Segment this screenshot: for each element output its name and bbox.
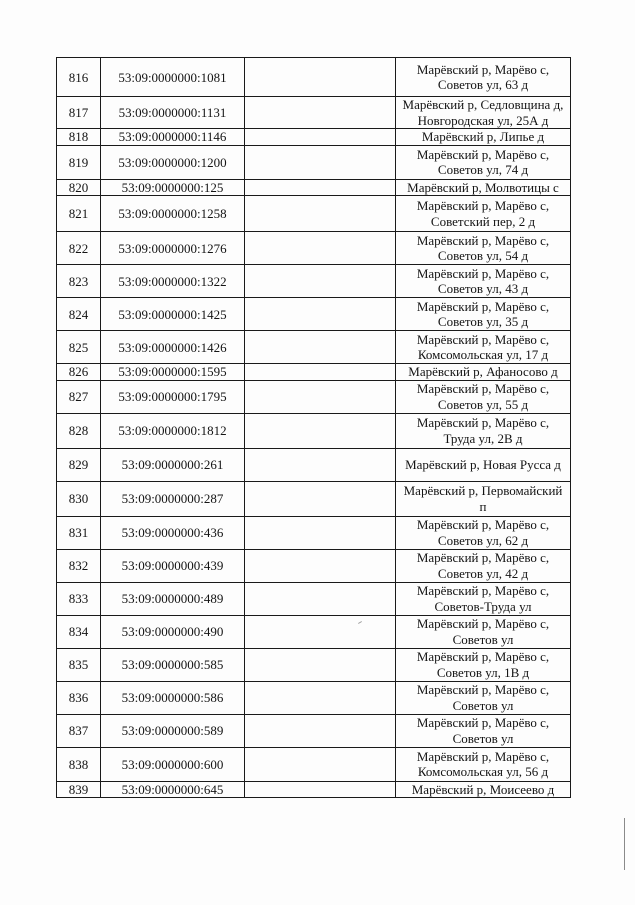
table-body (57, 58, 571, 798)
address-cell (396, 582, 571, 615)
address-cell (396, 58, 571, 97)
table-row (57, 481, 571, 516)
table-row (57, 129, 571, 146)
empty-cell (245, 448, 396, 481)
address-cell (396, 97, 571, 129)
cadastral-number: 53:09:0000000:1795 (101, 380, 245, 413)
empty-cell (245, 331, 396, 364)
address-cell (396, 298, 571, 331)
empty-cell (245, 714, 396, 747)
table-row (57, 145, 571, 179)
address-line: Марёвский р, Марёво с, (416, 232, 550, 248)
address-line: Советов ул, 1В д (436, 664, 530, 680)
empty-cell (245, 549, 396, 582)
cadastral-number: 53:09:0000000:1146 (101, 129, 245, 146)
row-number: 820 (57, 179, 101, 196)
row-number: 830 (57, 481, 101, 516)
table-row (57, 413, 571, 448)
cadastral-number: 53:09:0000000:1200 (101, 145, 245, 179)
row-number: 827 (57, 380, 101, 413)
address-line: Марёвский р, Марёво с, (416, 331, 550, 347)
address-cell (396, 448, 571, 481)
table-row (57, 516, 571, 549)
address-line: Советов ул, 54 д (437, 248, 529, 263)
row-number: 838 (57, 747, 101, 781)
cadastral-number: 53:09:0000000:1322 (101, 265, 245, 298)
address-cell (396, 196, 571, 232)
row-number: 817 (57, 97, 101, 129)
address-line: Советов ул (452, 631, 514, 647)
address-line: п (479, 498, 487, 514)
address-line: Советов ул, 35 д (437, 314, 529, 329)
cadastral-number: 53:09:0000000:261 (101, 448, 245, 481)
row-number: 828 (57, 413, 101, 448)
cadastral-number: 53:09:0000000:490 (101, 615, 245, 648)
empty-cell (245, 413, 396, 448)
table-row (57, 781, 571, 798)
address-line: Советов ул, 63 д (437, 77, 529, 92)
address-line: Марёвский р, Марёво с, (416, 517, 550, 532)
empty-cell (245, 58, 396, 97)
address-line: Труда ул, 2В д (443, 430, 523, 446)
address-line: Марёвский р, Седловщина д, (402, 97, 564, 112)
table-row (57, 331, 571, 364)
address-line: Советов ул (452, 697, 514, 713)
empty-cell (245, 481, 396, 516)
address-line: Марёвский р, Липье д (421, 129, 545, 144)
cadastral-number: 53:09:0000000:125 (101, 179, 245, 196)
row-number: 819 (57, 145, 101, 179)
row-number: 833 (57, 582, 101, 615)
cadastral-number: 53:09:0000000:1131 (101, 97, 245, 129)
address-cell (396, 481, 571, 516)
empty-cell (245, 516, 396, 549)
row-number: 816 (57, 58, 101, 97)
row-number: 821 (57, 196, 101, 232)
address-cell (396, 232, 571, 265)
address-line: Советов ул, 42 д (437, 565, 529, 581)
empty-cell (245, 196, 396, 232)
address-cell (396, 145, 571, 179)
cadastral-number: 53:09:0000000:1276 (101, 232, 245, 265)
table-row (57, 615, 571, 648)
address-line: Советов ул, 62 д (437, 532, 529, 548)
table-row (57, 364, 571, 381)
address-cell (396, 615, 571, 648)
empty-cell (245, 145, 396, 179)
table-row (57, 380, 571, 413)
cadastral-number: 53:09:0000000:600 (101, 747, 245, 781)
row-number: 826 (57, 364, 101, 381)
address-line: Марёвский р, Марёво с, (416, 146, 550, 162)
row-number: 835 (57, 648, 101, 681)
cadastral-number: 53:09:0000000:1812 (101, 413, 245, 448)
address-line: Марёвский р, Марёво с, (416, 265, 550, 281)
row-number: 839 (57, 781, 101, 798)
empty-cell (245, 129, 396, 146)
table-row (57, 582, 571, 615)
address-line: Марёвский р, Марёво с, (416, 381, 550, 396)
row-number: 836 (57, 681, 101, 714)
row-number: 831 (57, 516, 101, 549)
table-row (57, 265, 571, 298)
empty-cell (245, 97, 396, 129)
cadastral-number: 53:09:0000000:1258 (101, 196, 245, 232)
address-line: Комсомольская ул, 56 д (417, 764, 549, 779)
empty-cell (245, 681, 396, 714)
table-row (57, 648, 571, 681)
address-cell (396, 549, 571, 582)
address-line: Советов ул (452, 730, 514, 746)
row-number: 832 (57, 549, 101, 582)
table-row (57, 747, 571, 781)
cadastral-number: 53:09:0000000:1595 (101, 364, 245, 381)
cadastral-number: 53:09:0000000:589 (101, 714, 245, 747)
address-cell (396, 781, 571, 798)
empty-cell (245, 265, 396, 298)
address-line: Советов ул, 55 д (437, 396, 529, 412)
empty-cell (245, 648, 396, 681)
table-row (57, 298, 571, 331)
address-line: Марёвский р, Марёво с, (416, 550, 550, 565)
address-line: Советов ул, 43 д (437, 281, 529, 296)
cadastral-number: 53:09:0000000:436 (101, 516, 245, 549)
address-cell (396, 129, 571, 146)
address-line: Марёвский р, Марёво с, (416, 682, 550, 697)
cadastral-number: 53:09:0000000:585 (101, 648, 245, 681)
address-line: Марёвский р, Марёво с, (416, 61, 550, 77)
address-line: Марёвский р, Марёво с, (416, 198, 550, 213)
address-line: Марёвский р, Марёво с, (416, 415, 550, 430)
table-row (57, 549, 571, 582)
empty-cell (245, 747, 396, 781)
table-row (57, 232, 571, 265)
address-line: Марёвский р, Марёво с, (416, 715, 550, 730)
scan-edge-artifact (624, 818, 625, 870)
empty-cell (245, 179, 396, 196)
row-number: 824 (57, 298, 101, 331)
address-line: Марёвский р, Новая Русса д (405, 456, 561, 472)
address-line: Советский пер, 2 д (430, 213, 536, 229)
table-row (57, 196, 571, 232)
row-number: 829 (57, 448, 101, 481)
address-cell (396, 681, 571, 714)
address-line: Марёвский р, Марёво с, (416, 616, 550, 631)
table-row (57, 179, 571, 196)
cadastral-number: 53:09:0000000:489 (101, 582, 245, 615)
empty-cell (245, 232, 396, 265)
cadastral-number: 53:09:0000000:439 (101, 549, 245, 582)
empty-cell (245, 380, 396, 413)
table-row (57, 448, 571, 481)
address-line: Марёвский р, Молвотицы с (407, 179, 559, 195)
cadastral-number: 53:09:0000000:287 (101, 481, 245, 516)
address-line: Марёвский р, Афаносово д (408, 364, 558, 379)
table-row (57, 97, 571, 129)
empty-cell (245, 615, 396, 648)
table-row (57, 714, 571, 747)
table-row (57, 58, 571, 97)
address-line: Марёвский р, Первомайский (403, 483, 563, 498)
table-row (57, 681, 571, 714)
address-line: Советов-Труда ул (434, 598, 532, 614)
address-line: Новгородская ул, 25А д (417, 112, 549, 128)
address-line: Марёвский р, Марёво с, (416, 298, 550, 314)
empty-cell (245, 364, 396, 381)
row-number: 837 (57, 714, 101, 747)
address-cell (396, 179, 571, 196)
address-line: Марёвский р, Марёво с, (416, 583, 550, 598)
cadastral-number: 53:09:0000000:645 (101, 781, 245, 798)
cadastral-number: 53:09:0000000:1426 (101, 331, 245, 364)
cadastral-number: 53:09:0000000:1081 (101, 58, 245, 97)
empty-cell (245, 582, 396, 615)
address-line: Марёвский р, Марёво с, (416, 748, 550, 764)
cadastral-number: 53:09:0000000:1425 (101, 298, 245, 331)
row-number: 825 (57, 331, 101, 364)
cadastral-number: 53:09:0000000:586 (101, 681, 245, 714)
address-cell (396, 331, 571, 364)
row-number: 823 (57, 265, 101, 298)
address-line: Комсомольская ул, 17 д (417, 347, 549, 362)
address-line: Марёвский р, Марёво с, (416, 649, 550, 664)
address-cell (396, 380, 571, 413)
property-registry-table (56, 57, 571, 798)
row-number: 834 (57, 615, 101, 648)
address-cell (396, 265, 571, 298)
address-line: Советов ул, 74 д (437, 162, 529, 177)
address-line: Марёвский р, Моисеево д (411, 781, 555, 797)
empty-cell (245, 781, 396, 798)
empty-cell (245, 298, 396, 331)
address-cell (396, 413, 571, 448)
address-cell (396, 714, 571, 747)
address-cell (396, 648, 571, 681)
row-number: 818 (57, 129, 101, 146)
address-cell (396, 516, 571, 549)
address-cell (396, 364, 571, 381)
row-number: 822 (57, 232, 101, 265)
address-cell (396, 747, 571, 781)
